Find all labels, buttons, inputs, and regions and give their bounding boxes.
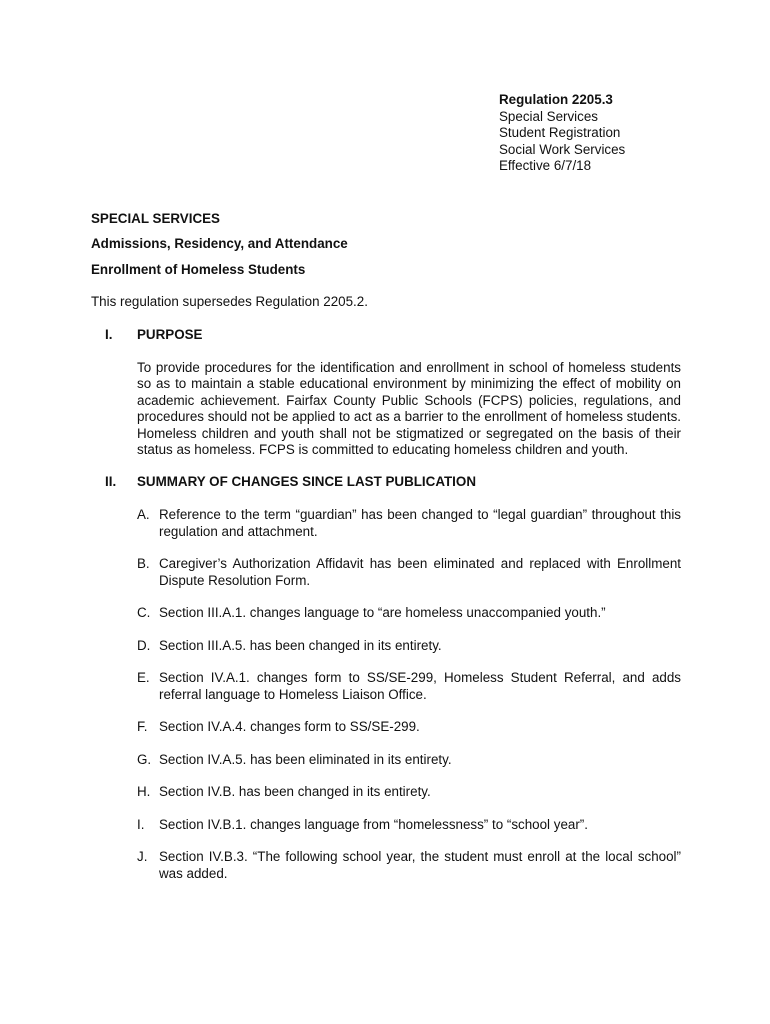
- header-line-social-work-services: Social Work Services: [499, 141, 626, 157]
- list-item-letter: I.: [137, 816, 145, 832]
- heading-admissions: Admissions, Residency, and Attendance: [91, 236, 348, 251]
- section-1-number: I.: [105, 327, 113, 342]
- list-item-letter: C.: [137, 605, 151, 620]
- regulation-header: [499, 92, 625, 175]
- list-item: [137, 784, 681, 801]
- list-item: [137, 849, 681, 882]
- list-item: [137, 556, 681, 589]
- list-item-text: Caregiver’s Authorization Affidavit has been eliminated and replaced with Enrollment Dispute Resolution Form.: [159, 556, 681, 588]
- list-item: [137, 752, 681, 769]
- header-line-special-services: Special Services: [499, 108, 598, 124]
- list-item: [137, 605, 681, 622]
- list-item-text: Section IV.B.1. changes language from “homelessness” to “school year”.: [159, 816, 588, 832]
- header-line-effective-date: Effective 6/7/18: [499, 158, 592, 173]
- list-item: [137, 638, 681, 655]
- list-item: [137, 719, 681, 736]
- list-item-letter: G.: [137, 751, 152, 767]
- list-item-text: Reference to the term “guardian” has been changed to “legal guardian” throughout this regulation and attachment.: [159, 507, 681, 539]
- list-item-text: Section IV.A.1. changes form to SS/SE-299, Homeless Student Referral, and adds referral language to Homeless Liaison Office.: [159, 670, 681, 702]
- purpose-paragraph: To provide procedures for the identification and enrollment in school of homeless students so as to maintain a stable educational environment by minimizing the effect of mobility on academic achievement. Fairfax County Public Schools (FCPS) policies, regulations, and procedures should not be applied to act as a barrier to the enrollment of homeless students. Homeless children and youth shall not be stigmatized or segregated on the basis of their status as homeless. FCPS is committed to educating homeless children and youth.: [137, 360, 681, 458]
- list-item: [137, 670, 681, 703]
- section-1-title: PURPOSE: [137, 327, 203, 342]
- list-item: [137, 817, 681, 834]
- list-item-letter: D.: [137, 637, 151, 653]
- regulation-number: Regulation 2205.3: [499, 92, 613, 107]
- list-item-text: Section IV.A.4. changes form to SS/SE-299.: [159, 719, 420, 734]
- section-2-title: SUMMARY OF CHANGES SINCE LAST PUBLICATION: [137, 474, 476, 489]
- heading-enrollment: Enrollment of Homeless Students: [91, 262, 306, 277]
- list-item-text: Section III.A.5. has been changed in its entirety.: [159, 637, 442, 653]
- list-item-letter: H.: [137, 784, 151, 799]
- list-item-letter: J.: [137, 849, 148, 864]
- list-item-text: Section III.A.1. changes language to “are homeless unaccompanied youth.”: [159, 605, 606, 620]
- list-item-text: Section IV.B.3. “The following school year, the student must enroll at the local school” was added.: [159, 849, 681, 881]
- heading-special-services: SPECIAL SERVICES: [91, 211, 220, 226]
- section-2-number: II.: [105, 474, 117, 489]
- list-item-text: Section IV.A.5. has been eliminated in its entirety.: [159, 751, 452, 767]
- list-item-text: Section IV.B. has been changed in its entirety.: [159, 784, 431, 799]
- supersedes-note: This regulation supersedes Regulation 2205.2.: [91, 294, 368, 309]
- list-item-letter: E.: [137, 670, 150, 685]
- list-item-letter: B.: [137, 556, 150, 571]
- list-item: [137, 507, 681, 540]
- header-line-student-registration: Student Registration: [499, 125, 621, 140]
- list-item-letter: F.: [137, 719, 148, 734]
- changes-list: [137, 507, 681, 898]
- list-item-letter: A.: [137, 507, 150, 522]
